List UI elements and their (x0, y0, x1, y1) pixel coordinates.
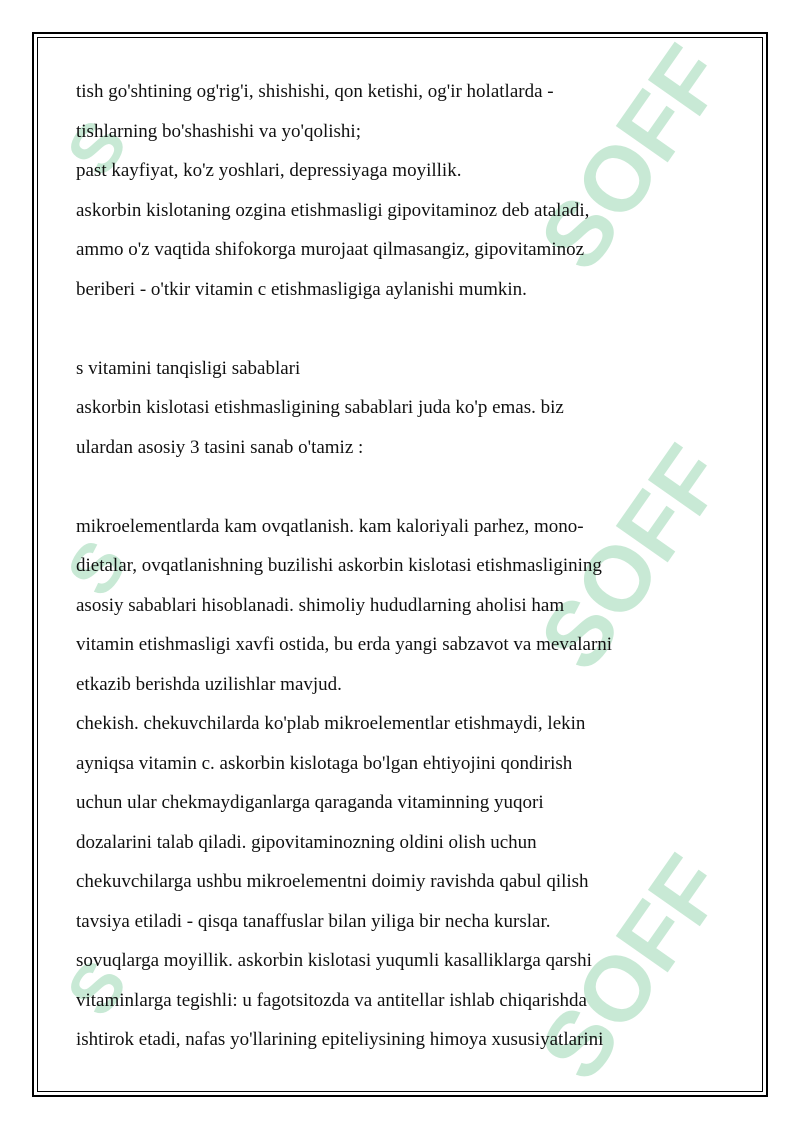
svg-text:SOFF: SOFF (520, 28, 745, 288)
svg-text:S: S (51, 946, 143, 1030)
text-line: past kayfiyat, ko'z yoshlari, depressiyaga moyillik. (76, 160, 462, 181)
svg-text:S: S (51, 526, 143, 610)
text-line: sovuqlarga moyillik. askorbin kislotasi yuqumli kasalliklarga qarshi (76, 950, 592, 971)
text-line: dietalar, ovqatlanishning buzilishi askorbin kislotasi etishmasligining (76, 555, 602, 576)
text-line: beriberi - o'tkir vitamin c etishmasligiga aylanishi mumkin. (76, 278, 527, 300)
text-line: chekuvchilarga ushbu mikroelementni doimiy ravishda qabul qilish (76, 871, 589, 892)
text-line: uchun ular chekmaydiganlarga qaraganda vitaminning yuqori (76, 792, 544, 813)
text-line: dozalarini talab qiladi. gipovitaminozning oldini olish uchun (76, 831, 537, 853)
text-line: vitamin etishmasligi xavfi ostida, bu erda yangi sabzavot va mevalarni (76, 634, 613, 655)
text-line: ulardan asosiy 3 tasini sanab o'tamiz : (76, 436, 364, 458)
text-line: askorbin kislotasi etishmasligining sabablari juda ko'p emas. biz (76, 397, 564, 418)
text-line: askorbin kislotaning ozgina etishmasligi gipovitaminoz deb ataladi, (76, 199, 590, 221)
text-line: mikroelementlarda kam ovqatlanish. kam kaloriyali parhez, mono- (76, 515, 584, 537)
blank-line (76, 467, 736, 507)
text-line: ayniqsa vitamin c. askorbin kislotaga bo'lgan ehtiyojini qondirish (76, 752, 573, 774)
svg-text:S: S (51, 106, 143, 190)
text-line: asosiy sabablari hisoblanadi. shimoliy hududlarning aholisi ham (76, 594, 565, 616)
text-line: tish go'shtining og'rig'i, shishishi, qon ketishi, og'ir holatlarda - (76, 81, 554, 102)
text-line: tavsiya etiladi - qisqa tanaffuslar bilan yiliga bir necha kurslar. (76, 910, 551, 932)
blank-line (76, 309, 736, 349)
text-line: tishlarning bo'shashishi va yo'qolishi; (76, 120, 361, 142)
text-line: chekish. chekuvchilarda ko'plab mikroelementlar etishmaydi, lekin (76, 713, 586, 734)
document-body (76, 72, 736, 1060)
text-line: ishtirok etadi, nafas yo'llarining epiteliysining himoya xususiyatlarini (76, 1029, 604, 1050)
section-heading: s vitamini tanqisligi sabablari (76, 357, 301, 379)
text-line: vitaminlarga tegishli: u fagotsitozda va antitellar ishlab chiqarishda (76, 989, 587, 1011)
svg-text:SOFF: SOFF (520, 838, 745, 1098)
text-line: etkazib berishda uzilishlar mavjud. (76, 673, 342, 695)
svg-text:SOFF: SOFF (520, 428, 745, 688)
text-line: ammo o'z vaqtida shifokorga murojaat qilmasangiz, gipovitaminoz (76, 239, 585, 260)
